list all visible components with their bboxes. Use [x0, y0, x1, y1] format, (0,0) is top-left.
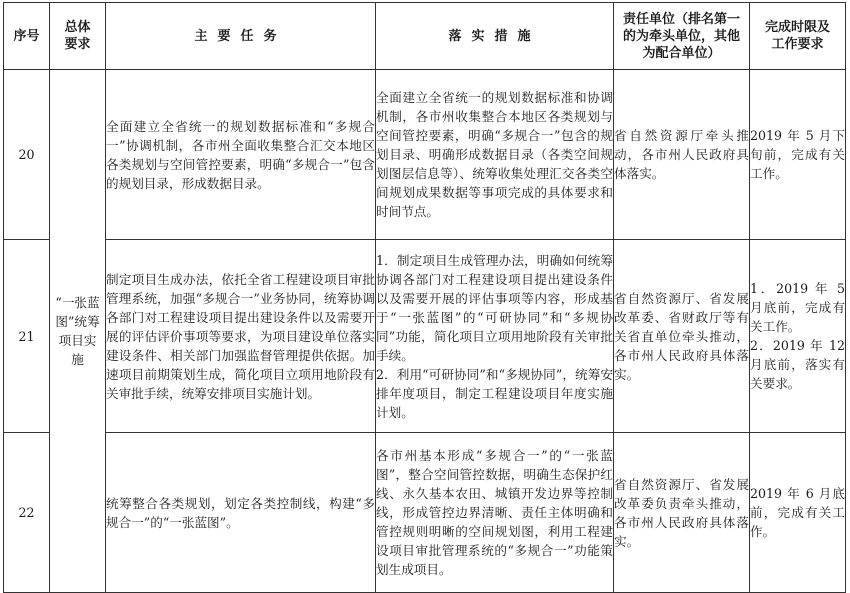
deadline-cell [750, 70, 846, 240]
deadline-item: 2019 年 6 月底前，完成有关工作。 [750, 486, 845, 539]
table-row [4, 433, 846, 593]
header-index: 序号 [4, 3, 50, 70]
deadline-cell [750, 433, 846, 593]
main-task-cell: 全面建立全省统一的规划数据标准和“多规合一”协调机制，各市州全面收集整合汇交本地区各类规划与空间管控要素，明确“多规合一”包含的规划目录，形成数据目录。 [106, 70, 376, 240]
row-index: 22 [4, 433, 50, 593]
main-task-cell: 制定项目生成办法，依托全省工程建设项目审批管理系统，加强“多规合一”业务协同，统筹协调各部门对工程建设项目提出建设条件以及需要开展的评估评价事项等要求，为项目建设单位落实建设条件、相关部门加强监督管理提供依据。加速项目前期策划生成，简化项目立项用地阶段有关审批手续，统筹安排项目实施计划。 [106, 240, 376, 433]
deadline-item: 2．2019 年 12 月底前，落实有关要求。 [750, 338, 845, 391]
responsible-unit-cell: 省自然资源厅牵头推动，各市州人民政府具体落实。 [614, 70, 750, 240]
measures-cell [376, 433, 614, 593]
row-index: 21 [4, 240, 50, 433]
responsible-unit-cell: 省自然资源厅、省发展改革委负责牵头推动，各市州人民政府具体落实。 [614, 433, 750, 593]
header-deadline: 完成时限及 工作要求 [750, 3, 846, 70]
table-row [4, 240, 846, 433]
measure-item: 1．制定项目生成管理办法，明确如何统筹协调各部门对工程建设项目提出建设条件以及需要开展的评估事项等内容，形成基于“一张蓝图”的“可研协同”和“多规协同”功能，简化项目立项用地阶段有关审批手续。 [376, 252, 613, 363]
header-overall-requirement: 总体 要求 [50, 3, 106, 70]
deadline-cell [750, 240, 846, 433]
responsible-unit-cell: 省自然资源厅、省发展改革委、省财政厅等有关省直单位牵头推动，各市州人民政府具体落实。 [614, 240, 750, 433]
deadline-item: 2019 年 5 月下旬前，完成有关工作。 [750, 128, 845, 181]
table-row [4, 70, 846, 240]
header-main-tasks: 主要任务 [106, 3, 376, 70]
task-table [3, 2, 846, 593]
deadline-item: 1．2019 年 5 月底前，完成有关工作。 [750, 281, 845, 334]
overall-requirement-cell: “一张蓝 图”统筹 项目实 施 [50, 70, 106, 593]
measure-item: 全面建立全省统一的规划数据标准和协调机制，各市州收集整合本地区各类规划与空间管控要素，明确“多规合一”包含的规划目录、明确形成数据目录（各类空间规划图层信息等）、统筹收集处理汇交各类空间规划成果数据等事项完成的具体要求和时间节点。 [376, 90, 613, 219]
measures-cell [376, 70, 614, 240]
header-measures: 落实措施 [376, 3, 614, 70]
measures-cell [376, 240, 614, 433]
measure-item: 2．利用“可研协同”和“多规协同”，统筹安排年度项目，制定工程建设项目年度实施计划。 [376, 366, 613, 420]
measure-item: 各市州基本形成“多规合一”的“一张蓝图”，整合空间管控数据，明确生态保护红线、永久基本农田、城镇开发边界等控制线，形成管控边界清晰、责任主体明确和管控规则明晰的空间规划图，利用工程建设项目审批管理系统的“多规合一”功能策划生成项目。 [376, 448, 613, 577]
header-responsible-unit: 责任单位（排名第一 的为牵头单位，其他 为配合单位） [614, 3, 750, 70]
main-task-cell: 统筹整合各类规划，划定各类控制线，构建“多规合一”的“一张蓝图”。 [106, 433, 376, 593]
row-index: 20 [4, 70, 50, 240]
table-header-row [4, 3, 846, 70]
